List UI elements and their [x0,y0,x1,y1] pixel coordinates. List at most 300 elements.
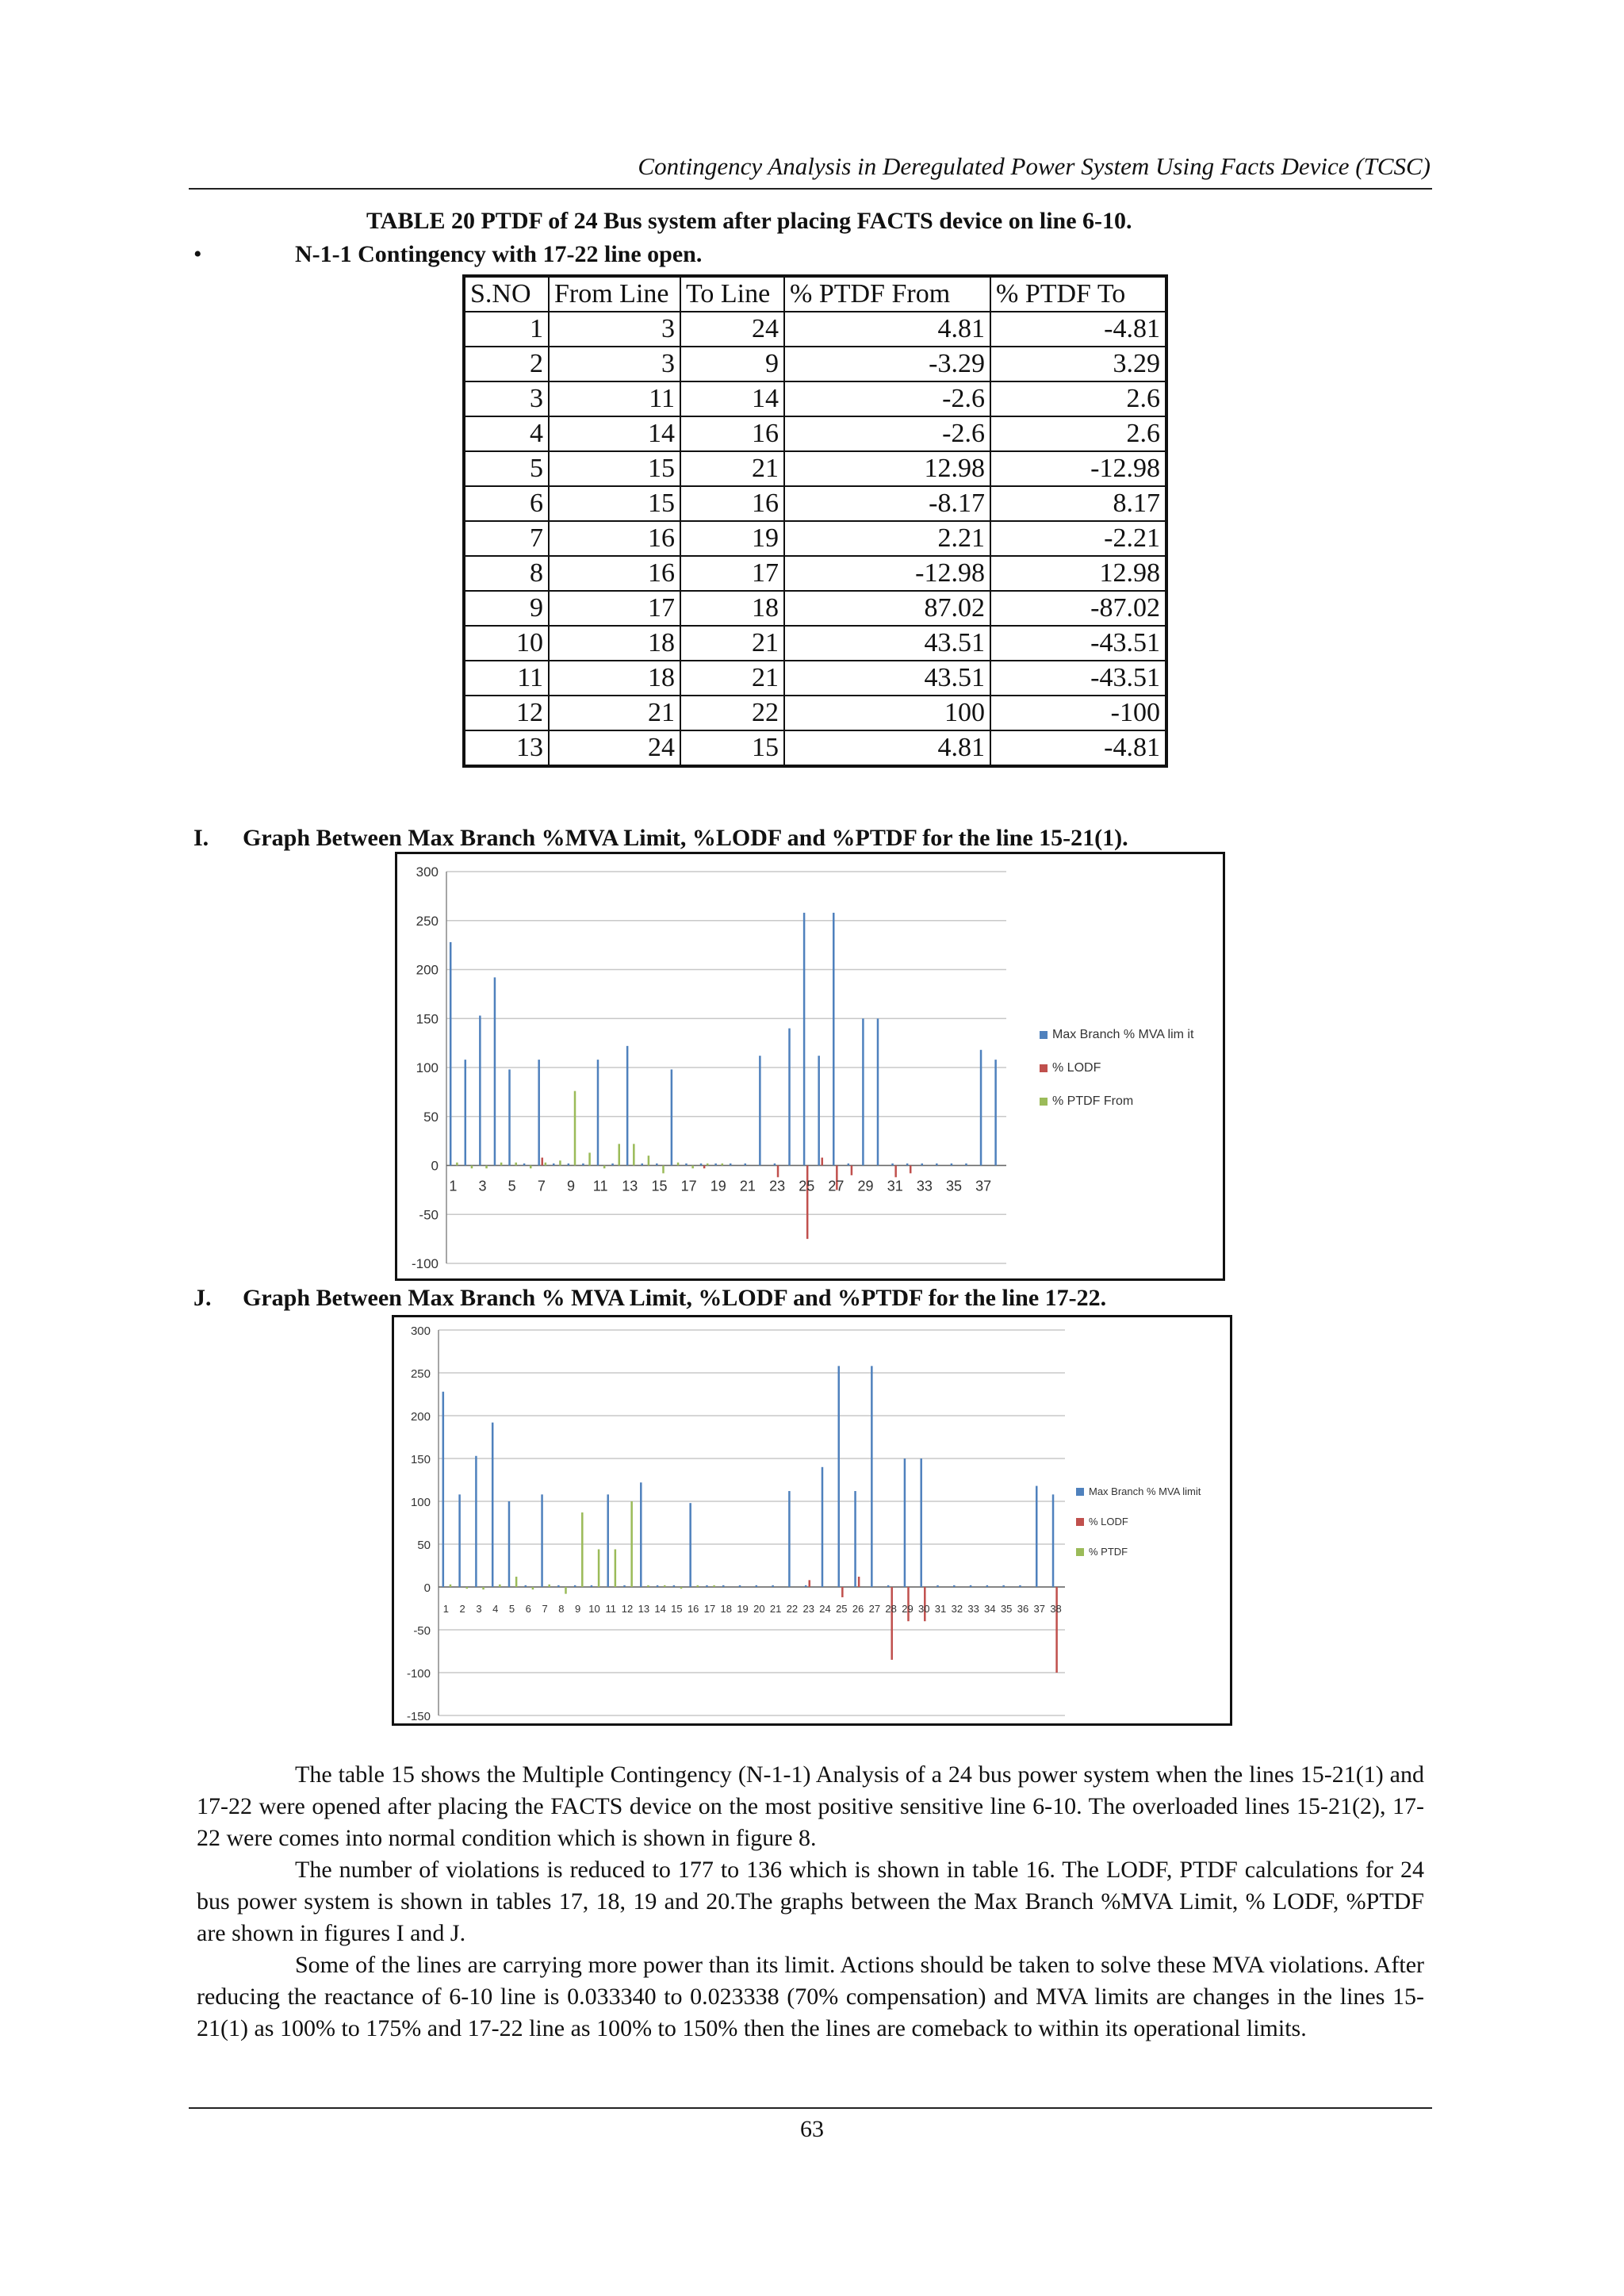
x-tick-label: 21 [769,1603,782,1615]
chart-i-svg [397,854,1223,1278]
cell-to-line: 21 [680,661,784,696]
cell-from-line: 21 [549,696,680,730]
bar-lodf [851,1166,853,1175]
cell-sno: 11 [464,661,549,696]
bar-ptdf [691,1166,694,1169]
cell-from-line: 11 [549,381,680,416]
bar-mva [1036,1486,1038,1587]
x-tick-label: 14 [654,1603,666,1615]
bar-lodf [822,1158,824,1166]
bar-mva [822,1467,824,1587]
y-tick-label: -50 [419,1207,439,1223]
bar-mva [788,1491,791,1587]
bar-mva [970,1585,972,1587]
y-tick-label: 250 [410,1367,431,1381]
legend-label: % PTDF From [1052,1094,1134,1108]
x-tick-label: 7 [537,1178,546,1194]
bar-ptdf [633,1144,635,1165]
bar-mva [921,1163,923,1165]
section-i-heading [193,825,1128,852]
cell-sno: 9 [464,591,549,626]
cell-ptdf-from: 87.02 [784,591,990,626]
x-tick-label: 9 [575,1603,581,1615]
legend-swatch [1040,1064,1048,1072]
bar-mva [479,1016,481,1166]
table-body [464,312,1166,766]
bar-mva [854,1491,856,1587]
y-tick-label: 50 [417,1539,431,1552]
x-tick-label: 26 [852,1603,864,1615]
cell-to-line: 17 [680,556,784,591]
y-tick-label: 300 [416,864,439,880]
table-row [464,521,1166,556]
cell-to-line: 14 [680,381,784,416]
bar-ptdf [615,1549,617,1587]
cell-from-line: 16 [549,556,680,591]
bar-mva [494,977,496,1165]
y-tick-label: 50 [423,1109,439,1125]
x-tick-label: 13 [638,1603,650,1615]
bar-mva [818,1056,820,1165]
y-tick-label: 0 [423,1581,431,1595]
cell-ptdf-to: -4.81 [990,312,1166,347]
x-tick-label: 32 [951,1603,963,1615]
x-tick-label: 27 [868,1603,881,1615]
bar-ptdf [450,1585,452,1587]
bar-mva [689,1503,691,1587]
cell-to-line: 21 [680,451,784,486]
x-tick-label: 29 [857,1178,874,1194]
x-tick-label: 30 [918,1603,930,1615]
bar-ptdf [471,1166,473,1169]
bar-mva [641,1163,643,1165]
x-tick-label: 36 [1017,1603,1029,1615]
y-tick-label: 100 [410,1496,431,1509]
x-tick-label: 37 [1033,1603,1046,1615]
x-tick-label: 33 [916,1178,933,1194]
bar-mva [673,1585,676,1587]
page-number: 63 [800,2116,824,2142]
bar-ptdf [499,1585,501,1587]
bar-mva [582,1163,584,1165]
x-tick-label: 12 [621,1603,634,1615]
bar-mva [745,1163,747,1165]
x-tick-label: 5 [508,1603,515,1615]
legend-swatch [1040,1031,1048,1039]
y-tick-label: -150 [406,1710,431,1723]
table-row [464,416,1166,451]
cell-to-line: 16 [680,486,784,521]
bar-mva [730,1163,732,1165]
bar-mva [1002,1585,1005,1587]
x-tick-label: 25 [799,1178,815,1194]
bar-mva [936,1585,939,1587]
bar-mva [657,1585,659,1587]
bar-mva [714,1163,717,1165]
x-tick-label: 23 [769,1178,786,1194]
cell-ptdf-from: 100 [784,696,990,730]
bar-mva [833,913,835,1166]
col-header-to-line: To Line [680,276,784,312]
cell-to-line: 24 [680,312,784,347]
y-tick-label: 200 [410,1410,431,1424]
cell-ptdf-to: 2.6 [990,416,1166,451]
legend-label: Max Branch % MVA lim it [1052,1028,1194,1041]
x-tick-label: 33 [967,1603,979,1615]
table-row [464,696,1166,730]
x-tick-label: 38 [1050,1603,1062,1615]
x-tick-label: 23 [802,1603,814,1615]
cell-ptdf-to: 8.17 [990,486,1166,521]
table-caption: TABLE 20 PTDF of 24 Bus system after placing FACTS device on line 6-10. [366,208,1132,234]
bar-mva [685,1163,688,1165]
cell-ptdf-to: -43.51 [990,626,1166,661]
y-tick-label: 200 [416,962,439,978]
table-row [464,626,1166,661]
cell-ptdf-to: -100 [990,696,1166,730]
bar-mva [1052,1494,1055,1587]
x-tick-label: 3 [478,1178,487,1194]
x-tick-label: 5 [508,1178,516,1194]
bar-mva [904,1458,906,1587]
bar-ptdf [648,1156,650,1165]
x-tick-label: 19 [737,1603,749,1615]
cell-ptdf-from: -3.29 [784,347,990,381]
chart-i [395,852,1225,1281]
x-tick-label: 6 [525,1603,531,1615]
bar-mva [887,1585,890,1587]
bar-mva [640,1482,642,1587]
bar-mva [877,1018,879,1165]
bar-mva [980,1050,982,1166]
cell-ptdf-to: 12.98 [990,556,1166,591]
cell-ptdf-from: -12.98 [784,556,990,591]
x-tick-label: 22 [786,1603,799,1615]
table-row [464,451,1166,486]
cell-to-line: 19 [680,521,784,556]
paragraph-2: The number of violations is reduced to 177 to 136 which is shown in table 16. The LODF, PTDF calculations for 24 bus power system is shown in tables 17, 18, 19 and 20.The graphs between the Max Branch %MVA Limit, % LODF, %PTDF are shown in figures I and J. [197,1857,1424,1946]
cell-from-line: 3 [549,312,680,347]
x-tick-label: 20 [753,1603,765,1615]
x-tick-label: 29 [902,1603,914,1615]
bar-mva [597,1060,599,1165]
legend-swatch [1076,1518,1084,1526]
x-tick-label: 31 [934,1603,947,1615]
bar-ptdf [588,1152,591,1165]
table-row [464,730,1166,766]
bar-mva [756,1585,758,1587]
cell-sno: 5 [464,451,549,486]
y-tick-label: 150 [410,1453,431,1466]
cell-ptdf-from: 12.98 [784,451,990,486]
bar-ptdf [707,1163,709,1165]
bar-mva [671,1069,673,1165]
paragraph-1: The table 15 shows the Multiple Contingency (N-1-1) Analysis of a 24 bus power system when the lines 15-21(1) and 17-22 were opened after placing the FACTS device on the most positive sensitive line 6-10. The overloaded lines 15-21(2), 17-22 were comes into normal condition which is shown in figure 8. [197,1761,1424,1851]
bar-mva [557,1585,560,1587]
section-j-title: Graph Between Max Branch % MVA Limit, %LODF and %PTDF for the line 17-22. [243,1285,1107,1311]
cell-from-line: 15 [549,486,680,521]
legend-label: Max Branch % MVA limit [1089,1485,1201,1497]
cell-ptdf-from: 43.51 [784,626,990,661]
bar-mva [906,1163,909,1165]
bar-ptdf [680,1587,683,1589]
x-tick-label: 17 [703,1603,716,1615]
bar-mva [508,1501,511,1587]
bar-mva [871,1366,873,1587]
bar-lodf [703,1166,706,1169]
y-tick-label: -100 [406,1667,431,1681]
cell-ptdf-to: -12.98 [990,451,1166,486]
x-tick-label: 37 [975,1178,992,1194]
bar-mva [492,1423,494,1587]
x-tick-label: 35 [946,1178,963,1194]
bar-mva [862,1018,864,1165]
x-tick-label: 7 [542,1603,548,1615]
y-tick-label: 100 [416,1060,439,1075]
running-header: Contingency Analysis in Deregulated Power System Using Facts Device (TCSC) [638,152,1431,180]
cell-from-line: 3 [549,347,680,381]
cell-to-line: 21 [680,626,784,661]
bar-ptdf [548,1585,550,1587]
x-tick-label: 11 [592,1178,608,1194]
bar-lodf [806,1166,809,1240]
cell-ptdf-from: 4.81 [784,730,990,766]
bar-ptdf [466,1587,469,1589]
bar-mva [891,1163,894,1165]
cell-from-line: 18 [549,626,680,661]
bar-ptdf [515,1163,517,1166]
bar-mva [508,1069,511,1165]
legend-swatch [1076,1488,1084,1496]
bar-ptdf [500,1163,503,1166]
bar-mva [553,1163,555,1165]
bar-ptdf [662,1166,665,1174]
bar-ptdf [456,1163,458,1166]
bar-mva [700,1163,703,1165]
legend-label: % PTDF [1089,1546,1128,1558]
cell-to-line: 15 [680,730,784,766]
cell-from-line: 15 [549,451,680,486]
bar-ptdf [647,1585,649,1587]
bar-mva [475,1456,477,1587]
bar-ptdf [618,1144,620,1165]
bar-mva [994,1060,997,1165]
cell-from-line: 16 [549,521,680,556]
bar-mva [465,1060,467,1165]
bar-ptdf [630,1501,633,1587]
cell-sno: 8 [464,556,549,591]
footer-rule [189,2107,1432,2109]
cell-ptdf-to: -43.51 [990,661,1166,696]
y-tick-label: 150 [416,1011,439,1027]
cell-ptdf-from: 2.21 [784,521,990,556]
bar-mva [848,1163,850,1165]
bar-mva [788,1029,791,1166]
bar-lodf [894,1166,897,1178]
bar-mva [953,1585,956,1587]
legend-label: % LODF [1052,1061,1101,1075]
bullet-marker: • [193,241,202,267]
x-tick-label: 2 [459,1603,465,1615]
cell-ptdf-from: -2.6 [784,381,990,416]
bar-mva [772,1585,774,1587]
bar-mva [759,1056,761,1165]
x-tick-label: 19 [710,1178,726,1194]
x-tick-label: 11 [605,1603,616,1615]
cell-ptdf-to: -4.81 [990,730,1166,766]
bar-mva [805,1585,807,1587]
cell-sno: 12 [464,696,549,730]
bar-ptdf [485,1166,488,1169]
cell-ptdf-to: 3.29 [990,347,1166,381]
cell-to-line: 18 [680,591,784,626]
x-tick-label: 15 [671,1603,683,1615]
x-tick-label: 27 [828,1178,845,1194]
bar-mva [706,1585,708,1587]
bar-lodf [841,1587,844,1597]
x-tick-label: 8 [558,1603,565,1615]
cell-sno: 7 [464,521,549,556]
cell-sno: 2 [464,347,549,381]
bar-mva [936,1163,938,1165]
bar-ptdf [482,1587,485,1589]
bar-mva [525,1585,527,1587]
cell-ptdf-to: -87.02 [990,591,1166,626]
cell-ptdf-from: -2.6 [784,416,990,451]
bar-ptdf [545,1163,547,1166]
bar-lodf [542,1158,544,1166]
table-row [464,661,1166,696]
y-tick-label: -100 [411,1256,439,1271]
bar-mva [986,1585,989,1587]
bar-ptdf [603,1166,606,1169]
bar-mva [450,942,452,1166]
col-header-sno: S.NO [464,276,549,312]
chart-j-svg [394,1317,1230,1723]
table-row [464,347,1166,381]
cell-sno: 3 [464,381,549,416]
table-row [464,381,1166,416]
y-tick-label: 250 [416,913,439,929]
bar-ptdf [713,1585,715,1587]
bar-mva [951,1163,953,1165]
bar-mva [541,1494,543,1587]
bar-mva [611,1163,614,1165]
y-tick-label: 300 [410,1324,431,1338]
bar-lodf [809,1580,811,1587]
bar-ptdf [664,1585,666,1587]
bar-mva [656,1163,658,1165]
bar-mva [626,1046,629,1166]
bar-mva [623,1585,626,1587]
x-tick-label: 24 [819,1603,831,1615]
bar-mva [722,1585,725,1587]
table-row [464,486,1166,521]
x-tick-label: 31 [887,1178,903,1194]
chart-j [392,1315,1232,1726]
bar-mva [574,1585,576,1587]
bar-lodf [910,1166,912,1174]
bar-ptdf [598,1549,600,1587]
x-tick-label: 10 [588,1603,600,1615]
x-tick-label: 17 [680,1178,697,1194]
header-rule [189,188,1432,190]
bar-lodf [858,1577,860,1587]
section-i-title: Graph Between Max Branch %MVA Limit, %LODF and %PTDF for the line 15-21(1). [243,825,1128,851]
x-tick-label: 1 [442,1603,449,1615]
bar-ptdf [574,1091,576,1166]
cell-sno: 1 [464,312,549,347]
bar-ptdf [530,1166,532,1169]
cell-from-line: 24 [549,730,680,766]
paragraph-3: Some of the lines are carrying more power than its limit. Actions should be taken to solve these MVA violations. After reducing the reactance of 6-10 line is 0.033340 to 0.023338 (70% compensation) and MVA limits are changes in the lines 15-21(1) as 100% to 175% and 17-22 line as 100% to 150% then the lines are comeback to within its operational limits. [197,1952,1424,2041]
bar-mva [739,1585,741,1587]
x-tick-label: 18 [720,1603,733,1615]
bar-ptdf [581,1512,584,1587]
y-tick-label: 0 [431,1158,439,1174]
bar-lodf [1055,1587,1058,1673]
bar-mva [803,913,806,1166]
bar-mva [458,1494,461,1587]
cell-ptdf-to: -2.21 [990,521,1166,556]
cell-from-line: 14 [549,416,680,451]
bar-ptdf [515,1577,518,1587]
y-tick-label: -50 [413,1624,431,1638]
bar-mva [568,1163,570,1165]
x-tick-label: 16 [687,1603,699,1615]
bar-ptdf [532,1587,534,1589]
section-i-label: I. [193,825,209,851]
table-row [464,556,1166,591]
bar-ptdf [565,1587,567,1594]
legend-label: % LODF [1089,1516,1128,1527]
cell-from-line: 17 [549,591,680,626]
bar-ptdf [697,1585,699,1587]
cell-to-line: 22 [680,696,784,730]
bar-mva [523,1163,526,1165]
bar-ptdf [677,1163,680,1166]
cell-sno: 6 [464,486,549,521]
bar-mva [607,1494,609,1587]
bar-lodf [891,1587,893,1660]
cell-ptdf-from: 43.51 [784,661,990,696]
ptdf-table [462,274,1168,768]
section-j-label: J. [193,1285,212,1311]
bar-mva [774,1163,776,1165]
table-header-row [464,276,1166,312]
bar-ptdf [722,1163,724,1165]
cell-from-line: 18 [549,661,680,696]
bar-mva [442,1392,445,1587]
table-row [464,312,1166,347]
x-tick-label: 28 [885,1603,897,1615]
bar-mva [1019,1585,1021,1587]
x-tick-label: 3 [476,1603,482,1615]
cell-ptdf-from: 4.81 [784,312,990,347]
section-j-heading [193,1285,1106,1312]
bar-ptdf [559,1160,561,1165]
cell-sno: 10 [464,626,549,661]
bar-mva [538,1060,540,1165]
cell-ptdf-from: -8.17 [784,486,990,521]
cell-ptdf-to: 2.6 [990,381,1166,416]
x-tick-label: 15 [651,1178,668,1194]
bar-mva [591,1585,593,1587]
table-row [464,591,1166,626]
bar-lodf [777,1166,779,1178]
cell-to-line: 9 [680,347,784,381]
bar-mva [965,1163,967,1165]
